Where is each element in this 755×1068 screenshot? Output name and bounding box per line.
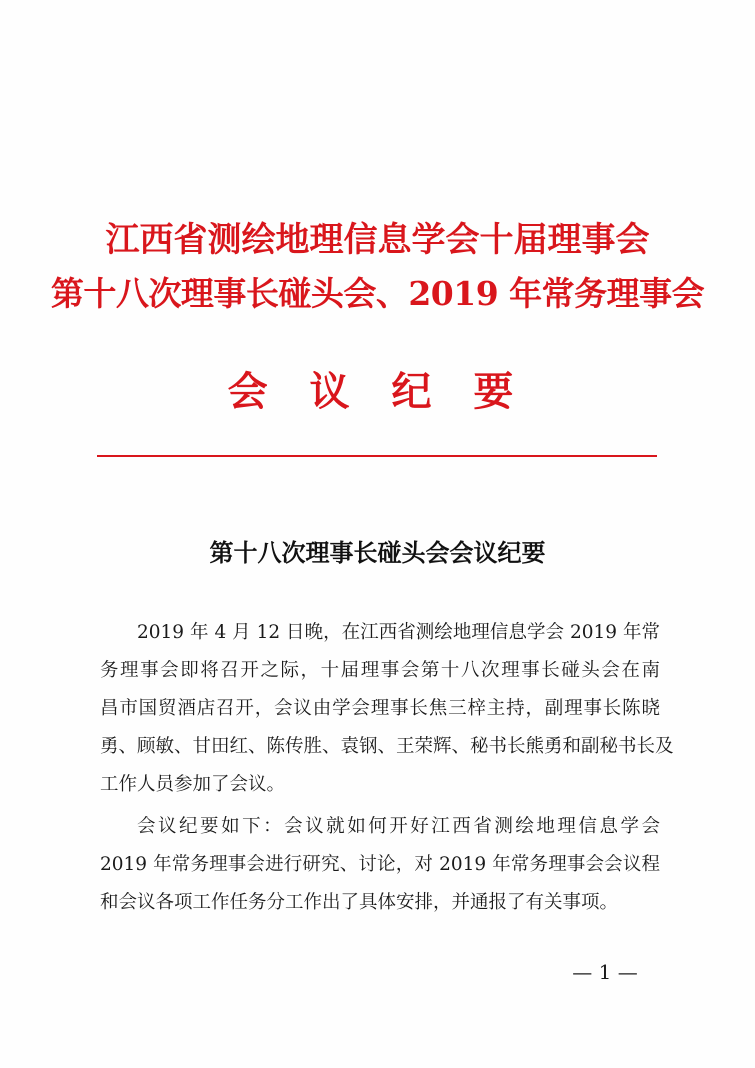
paragraph-1 [100, 614, 674, 804]
paragraph-1-line: 2019 年 4 月 12 日晚，在江西省测绘地理信息学会 2019 年常 [137, 622, 660, 643]
paragraph-1-line: 昌市国贸酒店召开，会议由学会理事长焦三梓主持，副理事长陈晓 [100, 698, 660, 719]
red-divider-rule [97, 455, 657, 457]
paragraph-2-line: 和会议各项工作任务分工作出了具体安排，并通报了有关事项。 [100, 892, 619, 913]
paragraph-1-line: 务理事会即将召开之际，十届理事会第十八次理事长碰头会在南 [100, 660, 660, 681]
document-title-line-3: 会 议 纪 要 [227, 368, 528, 415]
paragraph-2-line: 2019 年常务理事会进行研究、讨论，对 2019 年常务理事会会议程 [100, 854, 660, 875]
paragraph-2 [100, 808, 660, 922]
paragraph-2-line: 会议纪要如下：会议就如何开好江西省测绘地理信息学会 [137, 816, 660, 837]
paragraph-1-line: 勇、顾敏、甘田红、陈传胜、袁钢、王荣辉、秘书长熊勇和副秘书长及 [100, 736, 674, 757]
paragraph-1-line: 工作人员参加了会议。 [100, 774, 286, 795]
document-title-line-1: 江西省测绘地理信息学会十届理事会 [105, 220, 650, 260]
document-title-line-2: 第十八次理事长碰头会、2019 年常务理事会 [50, 274, 705, 313]
document-subtitle: 第十八次理事长碰头会会议纪要 [209, 538, 546, 567]
page-number: — 1 — [572, 960, 638, 984]
